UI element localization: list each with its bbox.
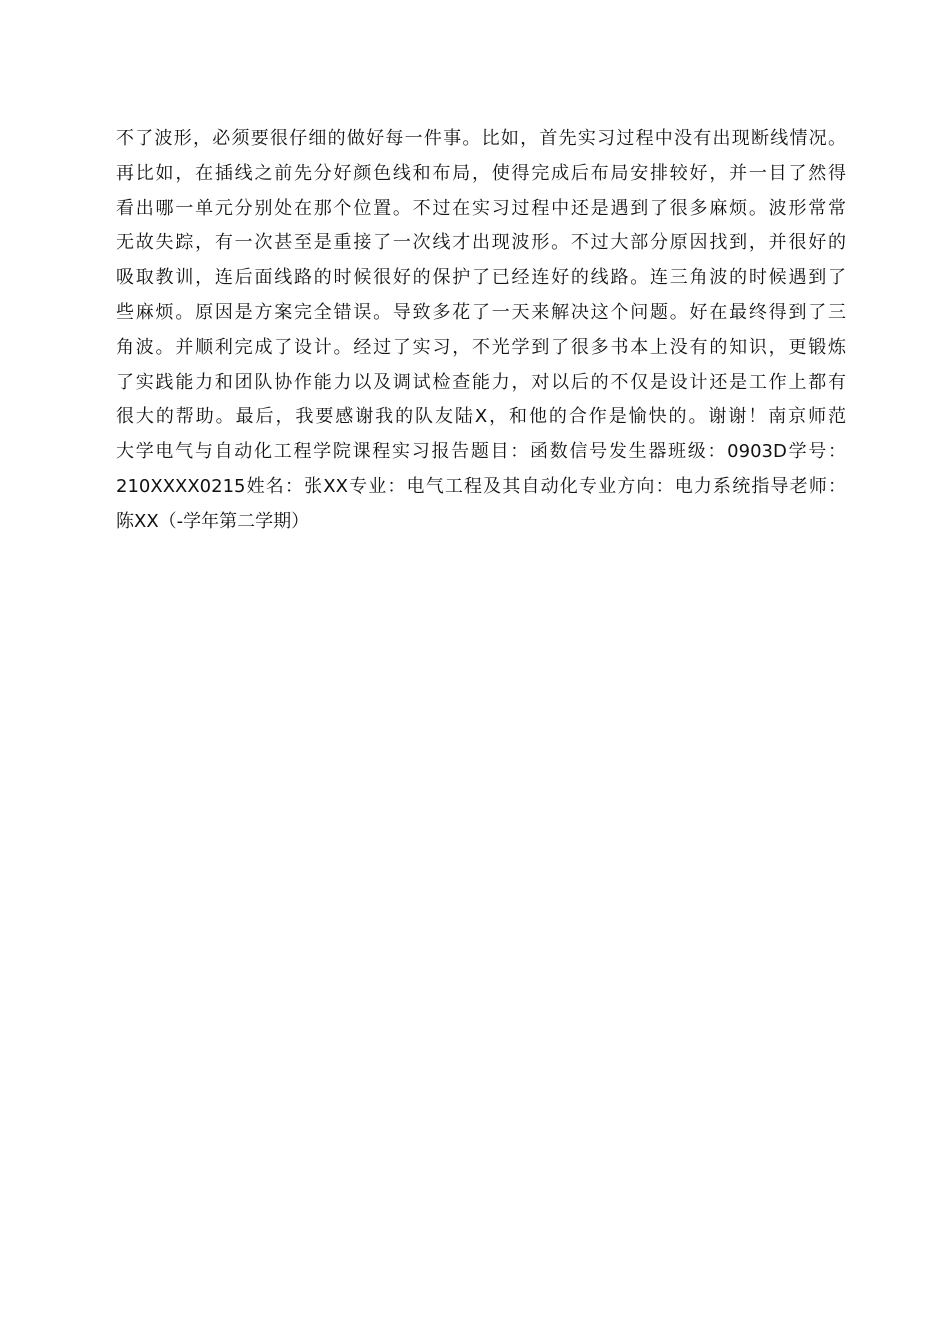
- text-line: 再比如，在插线之前先分好颜色线和布局，使得完成后布局安排较好，并一目了然得: [116, 162, 846, 184]
- text-line: 角波。并顺利完成了设计。经过了实习，不光学到了很多书本上没有的知识，更锻炼: [116, 336, 846, 358]
- text-line: 很大的帮助。最后，我要感谢我的队友陆X，和他的合作是愉快的。谢谢！南京师范: [116, 406, 846, 428]
- text-line: 陈XX（-学年第二学期）: [116, 510, 310, 532]
- text-line: 不了波形，必须要很仔细的做好每一件事。比如，首先实习过程中没有出现断线情况。: [116, 128, 846, 149]
- text-line: 大学电气与自动化工程学院课程实习报告题目：函数信号发生器班级：0903D学号：: [116, 441, 846, 463]
- report-body-text: [116, 122, 846, 540]
- text-line: 无故失踪，有一次甚至是重接了一次线才出现波形。不过大部分原因找到，并很好的: [116, 232, 846, 254]
- text-line: 210XXXX0215姓名：张XX专业：电气工程及其自动化专业方向：电力系统指导老师：: [116, 475, 846, 497]
- text-line: 看出哪一单元分别处在那个位置。不过在实习过程中还是遇到了很多麻烦。波形常常: [116, 197, 846, 219]
- text-line: 些麻烦。原因是方案完全错误。导致多花了一天来解决这个问题。好在最终得到了三: [116, 301, 846, 323]
- text-line: 了实践能力和团队协作能力以及调试检查能力，对以后的不仅是设计还是工作上都有: [116, 371, 846, 393]
- text-line: 吸取教训，连后面线路的时候很好的保护了已经连好的线路。连三角波的时候遇到了: [116, 267, 846, 289]
